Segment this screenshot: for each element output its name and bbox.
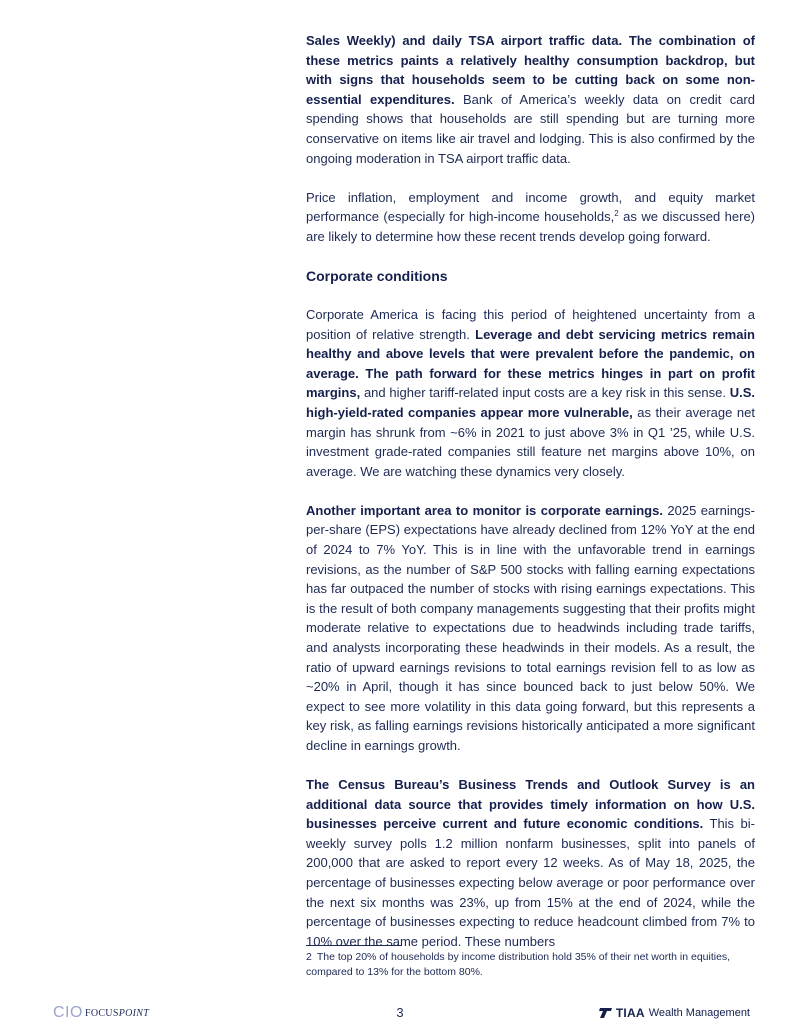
body-text: Bank of America’s weekly data on credit card spending shows that households are still spending but are turning more conservative on items like air travel and lodging. This is also confirmed by the ongoing moderation in TSA airport traffic data. [306,91,755,166]
body-text: as we discussed here) are likely to determine how these recent trends develop going forward. [306,209,755,244]
focus-word: FOCUS [84,1007,119,1019]
body-text: and higher tariff-related input costs are a key risk in this sense. [360,385,730,401]
bold-text: U.S. high-yield-rated companies appear more vulnerable, [306,385,755,420]
tiaa-wordmark: TIAA [615,1006,645,1020]
body-text: Corporate America is facing this period of heightened uncertainty from a position of relative strength. [306,306,755,342]
footnote-reference: 2 [614,209,619,219]
bold-text: Sales Weekly) and daily TSA airport traffic data. The combination of these metrics paints a relatively healthy consumption backdrop, but with signs that households seem to be cutting back on some non-essential expenditures. [306,33,755,107]
page-footer [0,1002,800,1024]
tiaa-logo-icon [597,1007,613,1019]
bold-text: The Census Bureau’s Business Trends and Outlook Survey is an additional data source that provides timely information on how U.S. businesses perceive current and future economic conditions. [306,777,755,832]
footnote-divider [306,945,401,946]
body-text: 2025 earnings-per-share (EPS) expectations have already declined from 12% YoY at the end of 2024 to 7% YoY. This is in line with the unfavorable trend in earnings revisions, as the number of S&P 500 stocks with falling earning expectations has far outpaced the number of stocks with rising earnings expectations. This is the result of both company managements suggesting that their profits might moderate relative to expectations due to headwinds including trade tariffs, and analysts incorporating these headwinds in their models. As a result, the ratio of upward earnings revisions to total earnings revision fell to as low as ~20% in April, though it has since bounced back to just below 50%. We expect to see more volatility in this data going forward, but this represents a key risk, as falling earnings revisions historically anticipated a more significant decline in earnings growth. [306,502,755,753]
paragraph-earnings [306,501,755,756]
paragraph-consumption [306,31,755,168]
footnote-text: The top 20% of households by income distribution hold 35% of their net worth in equities, compared to 13% for the bottom 80%. [306,951,731,978]
tiaa-wealth-management-logo [597,1002,750,1024]
page-number: 3 [396,1005,404,1020]
body-text: This bi-weekly survey polls 1.2 million nonfarm businesses, split into panels of 200,000 that are asked to report every 12 weeks. As of May 18, 2025, the percentage of businesses expecting below average or poor performance over the next six months was 23%, up from 15% at the end of 2024, while the percentage of businesses expecting to reduce headcount climbed from 7% to 10% over the same period. These numbers [306,816,755,949]
cio-focuspoint-logo [53,1002,149,1024]
bold-text: Leverage and debt servicing metrics remain healthy and above levels that were prevalent before the pandemic, on average. The path forward for these metrics hinges in part on profit margins, [306,326,755,401]
paragraph-corporate-strength [306,305,755,481]
cio-logo-mark: CIO [53,1004,83,1021]
footnote-number: 2 [306,951,312,963]
focuspoint-wordmark [85,1008,149,1019]
footnote [306,950,755,980]
body-text: Price inflation, employment and income growth, and equity market performance (especially for high-income households, [306,189,755,225]
bold-text: Another important area to monitor is corporate earnings. [306,502,663,518]
point-word: POINT [118,1007,150,1019]
paragraph-outlook [306,188,755,247]
article-body [306,31,755,971]
wealth-management-tagline: Wealth Management [648,1007,750,1019]
paragraph-census-survey [306,775,755,951]
section-heading: Corporate conditions [306,267,448,284]
body-text: as their average net margin has shrunk from ~6% in 2021 to just above 3% in Q1 ’25, while U.S. investment grade-rated companies still feature net margins above 10%, on average. We are watching these dynamics very closely. [306,404,755,479]
